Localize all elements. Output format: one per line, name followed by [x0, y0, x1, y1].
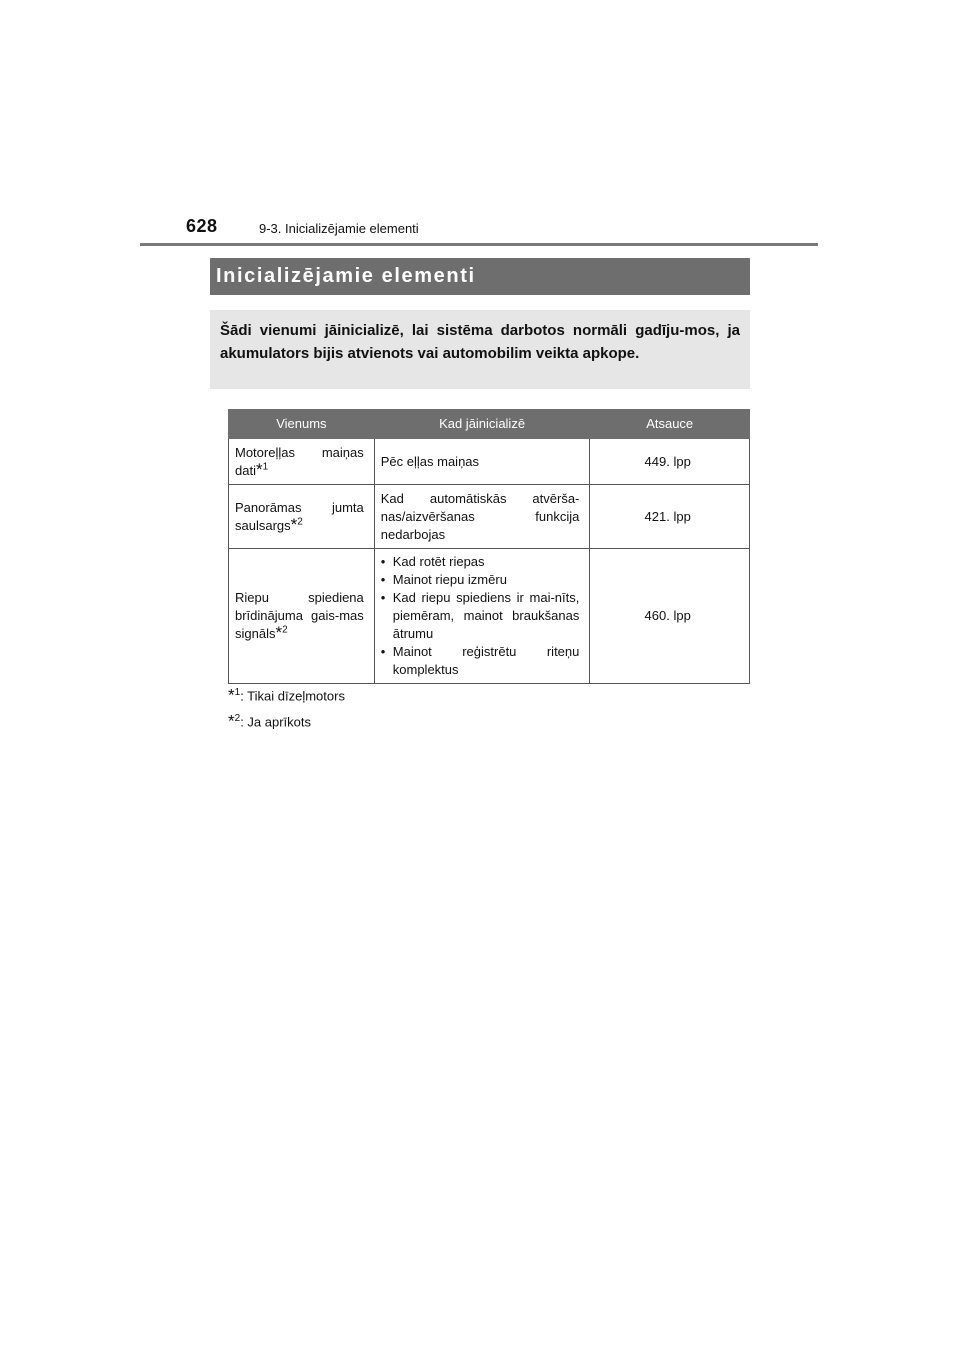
footnote-star: *: [228, 685, 235, 705]
header-reference: Atsauce: [590, 410, 750, 439]
item-cell: [229, 549, 375, 684]
footnote-1: [228, 685, 345, 705]
table-header-row: [229, 410, 750, 439]
footnote-mark: 1: [234, 687, 241, 698]
section-label: 9-3. Inicializējamie elementi: [259, 221, 419, 236]
items-table: [228, 409, 750, 684]
when-cell: Kad automātiskās atvērša-nas/aizvēršanas funkcija nedarbojas: [374, 485, 590, 549]
header-when: Kad jāinicializē: [374, 410, 590, 439]
footnote-mark: 2: [234, 713, 241, 724]
reference-cell: 421. lpp: [590, 485, 750, 549]
item-name: Motoreļļas maiņas dati: [235, 444, 364, 478]
when-list: [381, 553, 580, 679]
note-mark: 2: [297, 516, 303, 528]
header-rule: [140, 243, 818, 246]
list-item: • Kad riepu spiediens ir mai-nīts, piemēram, mainot braukšanas ātrumu: [381, 589, 580, 643]
when-cell: [374, 549, 590, 684]
table-row: [229, 439, 750, 485]
footnote-text: : Ja aprīkots: [240, 714, 311, 730]
list-item: • Kad rotēt riepas: [381, 553, 580, 571]
reference-cell: 460. lpp: [590, 549, 750, 684]
footnote-star: *: [228, 711, 235, 731]
list-item: • Mainot riepu izmēru: [381, 571, 580, 589]
header-item: Vienums: [229, 410, 375, 439]
footnote-2: [228, 711, 311, 731]
note-mark: 2: [282, 624, 288, 636]
note-star: *: [290, 514, 298, 534]
note-star: *: [255, 459, 263, 479]
footnote-text: : Tikai dīzeļmotors: [240, 688, 345, 704]
page-number: 628: [186, 216, 218, 236]
table-row: [229, 485, 750, 549]
item-name: Riepu spiediena brīdinājuma gais-mas signāls: [235, 590, 364, 641]
note-star: *: [275, 623, 283, 642]
item-cell: [229, 485, 375, 549]
item-cell: [229, 439, 375, 485]
list-item: • Mainot reģistrētu riteņu komplektus: [381, 643, 580, 679]
note-mark: 1: [262, 461, 269, 473]
page-title: Inicializējamie elementi: [210, 258, 750, 295]
when-cell: Pēc eļļas maiņas: [374, 439, 590, 485]
intro-text: Šādi vienumi jāinicializē, lai sistēma darbotos normāli gadīju-mos, ja akumulators bijis atvienots vai automobilim veikta apkope.: [210, 310, 750, 389]
reference-cell: 449. lpp: [590, 439, 750, 485]
table-row: [229, 549, 750, 684]
item-name: Panorāmas jumta saulsargs: [235, 499, 364, 533]
